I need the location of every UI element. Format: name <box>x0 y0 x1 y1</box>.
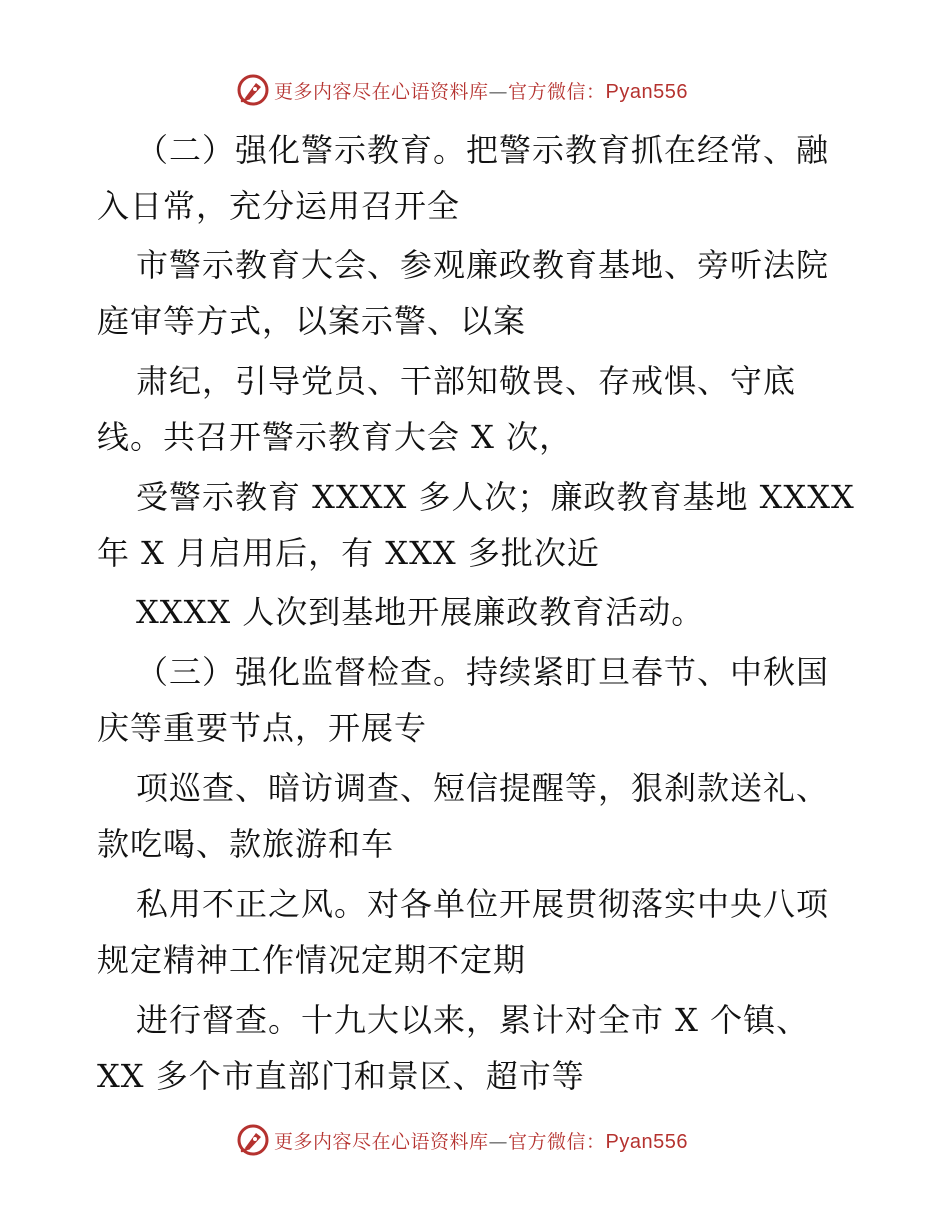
body-line: 规定精神工作情况定期不定期 <box>97 941 527 979</box>
watermark-text: 更多内容尽在心语资料库—官方微信：Pyan556 <box>274 80 688 103</box>
footer-watermark <box>236 1122 688 1158</box>
body-line: 线。共召开警示教育大会 X 次， <box>97 418 573 456</box>
body-line: XXXX 人次到基地开展廉政教育活动。 <box>136 593 705 631</box>
body-line: 庭审等方式，以案示警、以案 <box>97 302 527 340</box>
body-line: 进行督查。十九大以来，累计对全市 X 个镇、 <box>136 1001 810 1039</box>
body-line: 市警示教育大会、参观廉政教育基地、旁听法院 <box>136 246 830 284</box>
body-line: 受警示教育 XXXX 多人次；廉政教育基地 XXXX <box>136 478 855 516</box>
watermark-text: 更多内容尽在心语资料库—官方微信：Pyan556 <box>274 1130 688 1153</box>
body-line: 款吃喝、款旅游和车 <box>97 825 395 863</box>
pen-nib-logo-icon <box>236 73 270 107</box>
body-line: 入日常，充分运用召开全 <box>97 187 461 225</box>
body-line: 项巡查、暗访调查、短信提醒等，狠刹款送礼、 <box>136 769 830 807</box>
pen-nib-logo-icon <box>236 1123 270 1157</box>
body-line: （三）强化监督检查。持续紧盯旦春节、中秋国 <box>136 653 830 691</box>
body-line: 庆等重要节点，开展专 <box>97 709 428 747</box>
body-line: XX 多个市直部门和景区、超市等 <box>97 1057 585 1095</box>
body-line: 肃纪，引导党员、干部知敬畏、存戒惧、守底 <box>136 362 797 400</box>
body-line: （二）强化警示教育。把警示教育抓在经常、融 <box>136 131 830 169</box>
header-watermark <box>236 72 688 108</box>
body-line: 私用不正之风。对各单位开展贯彻落实中央八项 <box>136 885 830 923</box>
body-line: 年 X 月启用后，有 XXX 多批次近 <box>97 534 600 572</box>
